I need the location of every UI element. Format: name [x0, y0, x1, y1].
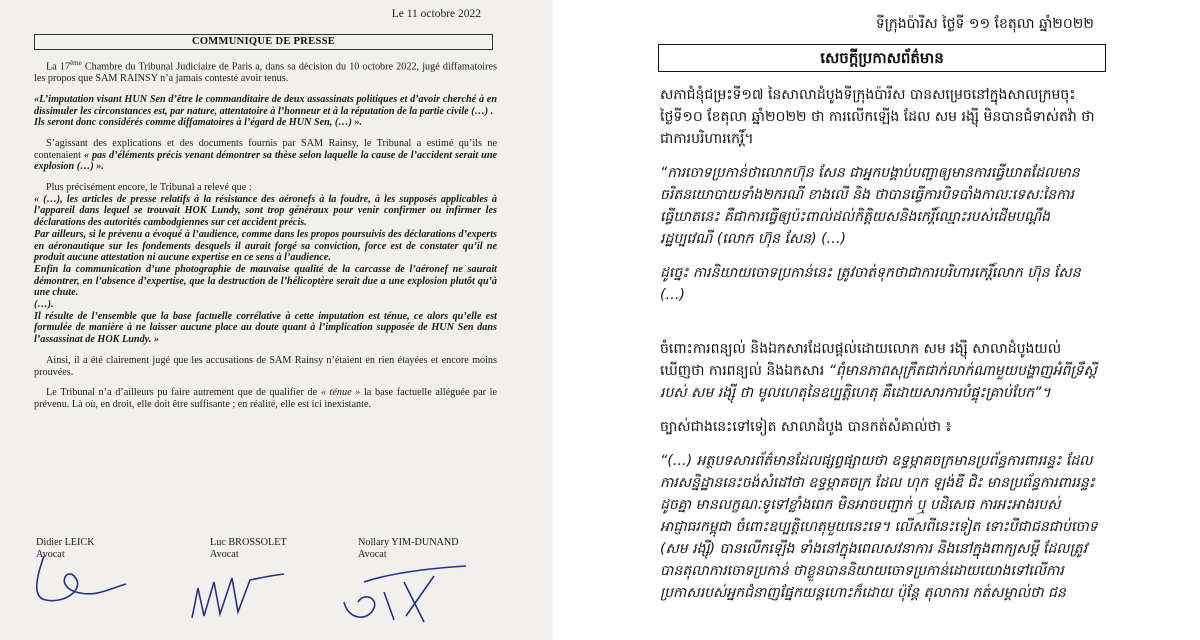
- french-intro: La 17ème Chambre du Tribunal Judiciaire de Paris a, dans sa décision du 10 octobre 2022, jugé diffamatoires les propos que SAM RAINSY n’a jamais contesté avoir tenus.: [34, 59, 497, 85]
- page-divider: [553, 0, 560, 640]
- french-quote-2: « (…), les articles de presse relatifs à la résistance des aéronefs à la foudre, à les supposés applicables à l’appareil dans lequel se trouvait HOK Lundy, sont trop généraux pour venir confirmer ou infirmer les déclarations des autorités cambodgiennes sur cet accident précis. Par ailleurs, si le prévenu a évoqué à l’audience, comme dans les propos poursuivis des déclarations d’experts en aéronautique sur les fondements desquels il aurait forgé sa conviction, force est de constater qu’il ne produit aucune attestation ni aucune expertise en ce sens à l’audience. Enfin la communication d’une photographie de mauvaise qualité de la carcasse de l’aéronef ne saurait démontrer, en l’absence d’expertise, que la destruction de l’hélicoptère serait due a une explosion plutôt qu’à une chute. (…). Il résulte de l’ensemble que la base factuelle corrélative à cette imputation est ténue, ce alors qu’elle est formulée de manière à ne laisser aucune place au doute quant à l’implication supposée de HUN Sen dans l’assassinat de HOK Lundy. »: [34, 193, 497, 346]
- french-body: [34, 58, 497, 420]
- french-para-3: Plus précisément encore, le Tribunal a relevé que :: [46, 182, 252, 194]
- french-quote-1: «L’imputation visant HUN Sen d’être le commanditaire de deux assassinats politiques et d’avoir cherché à en dissimuler les circonstances est, par nature, attentatoire à l’honneur et à la réputation de la partie civile (…) . Ils seront donc considérés comme diffamatoires à l’égard de HUN Sen, (…) ».: [34, 93, 497, 129]
- khmer-document: [560, 0, 1200, 640]
- french-date: Le 11 octobre 2022: [391, 8, 481, 20]
- khmer-quote-2: ដូច្នេះ ការនិយាយចោទប្រកាន់នេះ ត្រូវចាត់ទុកថាជាការបរិហារកេរ្តិ៍លោក ហ៊ុន សែន (…): [660, 265, 1081, 303]
- french-para-5: Le Tribunal n’a d’ailleurs pu faire autrement que de qualifier de « ténue » la base factuelle alléguée par le prévenu. Là où, en droit, elle doit être suffisante ; en réalité, elle est ici inexistante.: [34, 387, 497, 410]
- khmer-date: ទីក្រុងប៉ារីស ថ្ងៃទី ១១ ខែតុលា ឆ្នាំ២០២២: [875, 16, 1094, 32]
- french-para-4: Ainsi, il a été clairement jugé que les accusations de SAM Rainsy n’étaient en rien étayées et encore moins prouvées.: [34, 354, 497, 378]
- signatory-leick: Didier LEICK Avocat: [36, 537, 95, 560]
- khmer-para-1: សភាជំនុំជម្រះទី១៧ នៃសាលាដំបូងទីក្រុងប៉ារីស បានសម្រេចនៅក្នុងសាលក្រមចុះថ្ងៃទី១០ ខែតុលា ឆ្នាំ២០២២ ថា ការលើកឡើង ដែល សម រង្ស៊ី មិនបានជំទាស់តវ៉ា ថាជាការបរិហារកេរ្តិ៍។: [660, 87, 1095, 147]
- khmer-title: សេចក្តីប្រកាសព័ត៌មាន: [658, 44, 1106, 72]
- signature-yim-dunand: [334, 562, 474, 632]
- khmer-quote-3: “(…) អត្ថបទសារព័ត៌មានដែលផ្សព្វផ្សាយថា ឧទ្ធម្ភាគចក្រមានប្រព័ន្ធការពាររន្ទះ ដែលការសន្និដ្ឋាននេះចង់សំដៅថា ឧទ្ធម្ភាគចក្រ ដែល ហុក ឡង់ឌី ជិះ មានប្រព័ន្ធការពាររន្ទះ ដូចគ្នា មានលក្ខណៈទូទៅខ្លាំងពេក មិនអាចបញ្ជាក់ ឬ បដិសេធ ការអះអាងរបស់អាជ្ញាធរកម្ពុជា ចំពោះឧប្បត្តិហេតុមួយនេះទេ។ លើសពីនេះទៀត ទោះបីជាជនជាប់ចោទ (សម រង្ស៊ី) បានលើកឡើង ទាំងនៅក្នុងពេលសវនាការ និងនៅក្នុងពាក្យសម្តី ដែលត្រូវបានតុលាការចោទប្រកាន់ ថាខ្លួនបាននិយាយចោទប្រកាន់ដោយយោងទៅលើការប្រកាសរបស់អ្នកជំនាញផ្នែកយន្តហោះក៏ដោយ ប៉ុន្តែ តុលាការ កត់សម្គាល់ថា ជន: [660, 453, 1098, 601]
- signature-leick: [26, 548, 136, 608]
- french-document: [0, 0, 553, 640]
- khmer-body: [660, 84, 1100, 616]
- french-title: COMMUNIQUE DE PRESSE: [34, 34, 493, 50]
- french-para-2: S’agissant des explications et des documents fournis par SAM Rainsy, le Tribunal a estimé qu’ils ne contenaient « pas d’éléments précis venant démontrer sa thèse selon laquelle la cause de l’accident serait une explosion (…) ».: [34, 137, 498, 173]
- signature-brossolet: [180, 568, 300, 628]
- signatory-yim-dunand: Nollary YIM-DUNAND Avocat: [358, 537, 459, 560]
- khmer-para-3: ច្បាស់ជាងនេះទៅទៀត សាលាដំបូង បានកត់សំគាល់ថា ៖: [660, 419, 952, 435]
- khmer-para-2: ចំពោះការពន្យល់ និងឯកសារដែលផ្តល់ដោយលោក សម រង្ស៊ី សាលាដំបូងយល់ឃើញថា ការពន្យល់ និងឯកសារ “ពុំមានភាពសុក្រឹតជាក់លាក់ណាមួយបង្ហាញអំពីទ្រឹស្តីរបស់ សម រង្ស៊ី ថា មូលហេតុនៃឧប្បត្តិហេតុ គឺដោយសារការបំផ្ទុះគ្រាប់បែក”។: [660, 341, 1097, 401]
- khmer-quote-1: “ការចោទប្រកាន់ថាលោកហ៊ុន សែន ជាអ្នកបង្គាប់បញ្ជាឲ្យមានការធ្វើឃាតដែលមានចរិតនយោបាយទាំង២ករណី ខាងលើ និង ថាបានធ្វើការបិទបាំងកាលៈទេសៈនៃការធ្វើឃាតនេះ គឺជាការធ្វើឲ្យប៉ះពាល់ដល់កិត្តិយសនិងកេរ្តិ៍ឈ្មោះរបស់ដើមបណ្តឹងរដ្ឋប្បវេណី (លោក ហ៊ុន សែន) (…): [660, 165, 1080, 247]
- signatory-brossolet: Luc BROSSOLET Avocat: [210, 537, 287, 560]
